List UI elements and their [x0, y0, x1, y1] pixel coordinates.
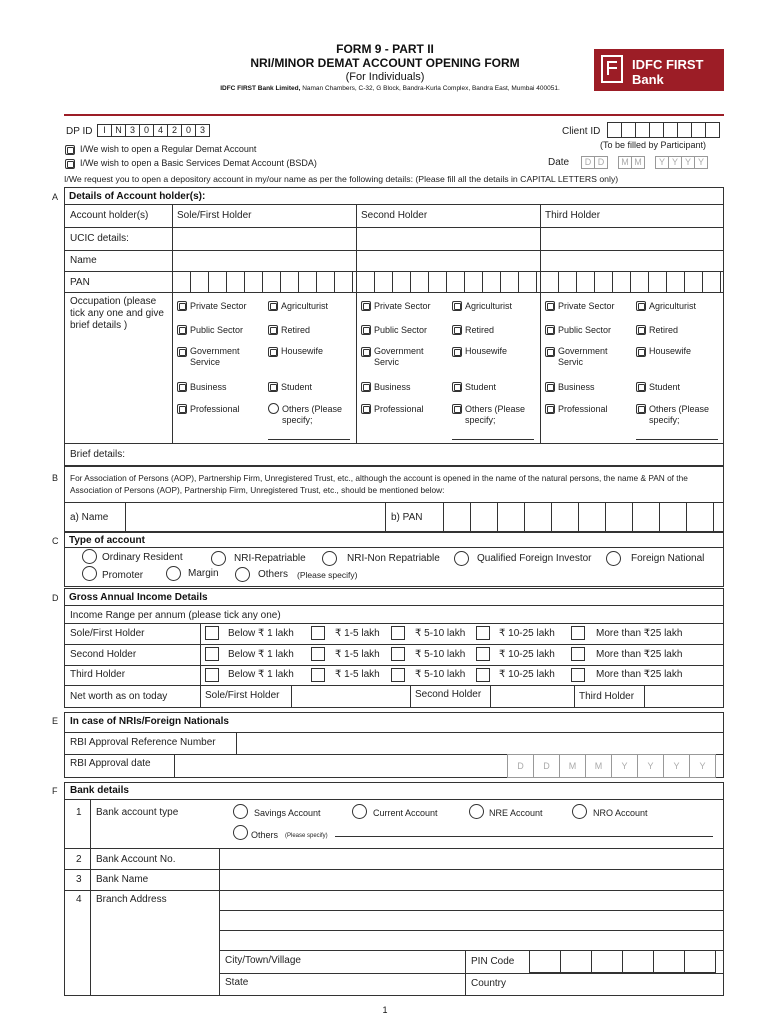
- logo-mark-icon: [601, 55, 623, 83]
- occ2-others-checkbox[interactable]: [452, 404, 462, 414]
- income1-above25-box[interactable]: [571, 626, 585, 640]
- ordinary-resident-radio[interactable]: [82, 549, 97, 564]
- rbi-date-label: RBI Approval date: [70, 758, 151, 769]
- income1-1to5-box[interactable]: [311, 626, 325, 640]
- income2-10to25-box[interactable]: [476, 647, 490, 661]
- regular-account-checkbox[interactable]: [65, 145, 75, 155]
- section-d-title: Gross Annual Income Details: [69, 592, 208, 603]
- bank-row4-number: 4: [76, 894, 82, 905]
- occ3-business-label: Business: [558, 382, 595, 392]
- logo-text-line1: IDFC FIRST: [632, 57, 704, 72]
- rbi-ref-field[interactable]: [237, 733, 723, 753]
- occ1-student-checkbox[interactable]: [268, 382, 278, 392]
- occ3-others-checkbox[interactable]: [636, 404, 646, 414]
- aop-name-label: a) Name: [70, 512, 109, 523]
- others-account-label: Others: [258, 569, 289, 580]
- income2-5to10-box[interactable]: [391, 647, 405, 661]
- brief-details-label: Brief details:: [70, 449, 126, 460]
- occ1-private-label: Private Sector: [190, 301, 247, 311]
- bank-address: IDFC FIRST Bank Limited, Naman Chambers, C-32, G Block, Bandra-Kurla Complex, Bandra East, Mumbai 400051.: [220, 85, 560, 92]
- rbi-ref-label: RBI Approval Reference Number: [70, 737, 216, 748]
- pan-label: PAN: [70, 277, 90, 288]
- occ3-professional-label: Professional: [558, 404, 608, 414]
- occ3-private-label: Private Sector: [558, 301, 615, 311]
- form-subtitle: (For Individuals): [345, 71, 425, 83]
- income2-1to5-label: ₹ 1-5 lakh: [335, 649, 380, 660]
- occ2-professional-label: Professional: [374, 404, 424, 414]
- bank-row2-number: 2: [76, 854, 82, 865]
- occ3-private-checkbox[interactable]: [545, 301, 555, 311]
- others-account-note: (Please specify): [297, 570, 358, 580]
- occ3-business-checkbox[interactable]: [545, 382, 555, 392]
- nri-repatriable-radio[interactable]: [211, 551, 226, 566]
- occ1-housewife-checkbox[interactable]: [268, 347, 278, 357]
- occ3-others-label: Others (Please specify;: [649, 404, 710, 425]
- section-f-title: Bank details: [70, 785, 129, 796]
- savings-label: Savings Account: [254, 808, 321, 818]
- dp-id-label: DP ID: [66, 126, 93, 137]
- occ2-agri-checkbox[interactable]: [452, 301, 462, 311]
- rbi-date-boxes[interactable]: D D M M Y Y Y Y: [508, 754, 716, 778]
- header-divider: [64, 114, 724, 116]
- occ1-retired-checkbox[interactable]: [268, 325, 278, 335]
- page-number: 1: [382, 1005, 388, 1015]
- current-radio[interactable]: [352, 804, 367, 819]
- occ2-agri-label: Agriculturist: [465, 301, 513, 311]
- occ1-business-label: Business: [190, 382, 227, 392]
- occ2-student-label: Student: [465, 382, 497, 392]
- nri-nonrepatriable-radio[interactable]: [322, 551, 337, 566]
- aop-pan-cells[interactable]: [444, 502, 714, 532]
- branch-address-field[interactable]: [220, 891, 723, 949]
- occ1-govt-checkbox[interactable]: [177, 347, 187, 357]
- nre-radio[interactable]: [469, 804, 484, 819]
- occ3-retired-label: Retired: [649, 325, 679, 335]
- occ1-others-line[interactable]: [268, 439, 350, 440]
- name-label: Name: [70, 255, 97, 266]
- occ3-retired-checkbox[interactable]: [636, 325, 646, 335]
- section-b-text: For Association of Persons (AOP), Partnership Firm, Unregistered Trust, etc., although the account is opened in the name of the natural persons, the name & PAN of the Association of Persons (AOP), Partnership Firm, Unregistered Trust, etc., should be mentioned below:: [70, 473, 688, 495]
- pan-first-cells[interactable]: [173, 271, 353, 293]
- section-d-letter: D: [52, 593, 59, 603]
- promoter-label: Promoter: [102, 570, 144, 581]
- pin-cells[interactable]: [530, 950, 716, 973]
- date-boxes[interactable]: D D M M Y Y Y Y: [582, 156, 708, 169]
- income2-below1-box[interactable]: [205, 647, 219, 661]
- occ1-agri-label: Agriculturist: [281, 301, 329, 311]
- pan-third-cells[interactable]: [541, 271, 721, 293]
- bank-account-type-label: Bank account type: [96, 807, 179, 818]
- occ1-business-checkbox[interactable]: [177, 382, 187, 392]
- section-a-title: Details of Account holder(s):: [69, 191, 206, 202]
- occ1-private-checkbox[interactable]: [177, 301, 187, 311]
- income3-10to25-label: ₹ 10-25 lakh: [499, 669, 555, 680]
- account-holders-header: Account holder(s): [70, 210, 149, 221]
- city-label: City/Town/Village: [225, 955, 301, 966]
- income2-above25-box[interactable]: [571, 647, 585, 661]
- occupation-label: Occupation (please tick any one and give brief details ): [70, 296, 164, 331]
- pan-second-cells[interactable]: [357, 271, 537, 293]
- ordinary-resident-label: Ordinary Resident: [102, 552, 183, 563]
- request-text: I/We request you to open a depository account in my/our name as per the following details: (Please fill all the details in CAPITAL LETTERS only): [64, 174, 619, 184]
- occ2-housewife-checkbox[interactable]: [452, 347, 462, 357]
- income-range-label: Income Range per annum (please tick any one): [70, 610, 281, 621]
- income3-below1-box[interactable]: [205, 668, 219, 682]
- section-f-letter: F: [52, 786, 58, 796]
- occ2-student-checkbox[interactable]: [452, 382, 462, 392]
- aop-name-field[interactable]: [125, 502, 385, 532]
- income-third-holder-label: Third Holder: [70, 669, 126, 680]
- occ1-professional-checkbox[interactable]: [177, 404, 187, 414]
- occ3-student-label: Student: [649, 382, 681, 392]
- occ2-professional-checkbox[interactable]: [361, 404, 371, 414]
- others-bank-label: Others: [251, 830, 279, 840]
- income1-below1-label: Below ₹ 1 lakh: [228, 628, 294, 639]
- section-e-title: In case of NRIs/Foreign Nationals: [70, 716, 229, 727]
- income1-5to10-label: ₹ 5-10 lakh: [415, 628, 466, 639]
- nro-radio[interactable]: [572, 804, 587, 819]
- bsda-account-label: I/We wish to open a Basic Services Demat Account (BSDA): [80, 158, 317, 168]
- income1-below1-box[interactable]: [205, 626, 219, 640]
- client-id-boxes[interactable]: [608, 122, 720, 138]
- income2-above25-label: More than ₹25 lakh: [596, 649, 683, 660]
- bank-name-label: Bank Name: [96, 874, 149, 885]
- income1-5to10-box[interactable]: [391, 626, 405, 640]
- client-id-note: (To be filled by Participant): [600, 140, 707, 150]
- bank-logo: [594, 49, 724, 91]
- nro-label: NRO Account: [593, 808, 648, 818]
- income3-5to10-box[interactable]: [391, 668, 405, 682]
- occ1-others-label: Others (Please specify;: [282, 404, 343, 425]
- nri-repatriable-label: NRI-Repatriable: [234, 553, 306, 564]
- margin-radio[interactable]: [166, 566, 181, 581]
- occ3-govt-label: Government Servic: [558, 346, 608, 367]
- networth-label: Net worth as on today: [70, 691, 168, 702]
- occ2-retired-label: Retired: [465, 325, 495, 335]
- occ3-govt-checkbox[interactable]: [545, 347, 555, 357]
- section-c-letter: C: [52, 536, 59, 546]
- networth-first-label: Sole/First Holder: [205, 690, 280, 701]
- dp-id-boxes: I N 3 0 4 2 0 3: [98, 124, 210, 137]
- occ2-private-checkbox[interactable]: [361, 301, 371, 311]
- income2-1to5-box[interactable]: [311, 647, 325, 661]
- occ2-govt-checkbox[interactable]: [361, 347, 371, 357]
- income3-5to10-label: ₹ 5-10 lakh: [415, 669, 466, 680]
- bank-name-field[interactable]: [220, 870, 723, 890]
- occ2-others-label: Others (Please specify;: [465, 404, 526, 425]
- income3-above25-label: More than ₹25 lakh: [596, 669, 683, 680]
- occ1-housewife-label: Housewife: [281, 346, 324, 356]
- occ1-student-label: Student: [281, 382, 313, 392]
- income3-above25-box[interactable]: [571, 668, 585, 682]
- date-label: Date: [548, 157, 570, 168]
- networth-third-label: Third Holder: [579, 691, 635, 702]
- second-holder-header: Second Holder: [361, 210, 428, 221]
- logo-text-line2: Bank: [632, 72, 664, 87]
- occ2-public-checkbox[interactable]: [361, 325, 371, 335]
- income2-5to10-label: ₹ 5-10 lakh: [415, 649, 466, 660]
- bank-row1-number: 1: [76, 807, 82, 818]
- margin-label: Margin: [188, 568, 219, 579]
- bank-row3-number: 3: [76, 874, 82, 885]
- occ3-agri-checkbox[interactable]: [636, 301, 646, 311]
- occ1-public-checkbox[interactable]: [177, 325, 187, 335]
- occ3-public-checkbox[interactable]: [545, 325, 555, 335]
- occ2-retired-checkbox[interactable]: [452, 325, 462, 335]
- third-holder-header: Third Holder: [545, 210, 601, 221]
- networth-second-label: Second Holder: [415, 689, 482, 700]
- bank-account-no-label: Bank Account No.: [96, 854, 176, 865]
- occ1-others-radio[interactable]: [268, 403, 279, 414]
- income2-below1-label: Below ₹ 1 lakh: [228, 649, 294, 660]
- foreign-national-label: Foreign National: [631, 553, 705, 564]
- occ1-govt-label: Government Service: [190, 346, 240, 367]
- income1-10to25-box[interactable]: [476, 626, 490, 640]
- others-account-radio[interactable]: [235, 567, 250, 582]
- occ1-professional-label: Professional: [190, 404, 240, 414]
- income-second-holder-label: Second Holder: [70, 649, 137, 660]
- promoter-radio[interactable]: [82, 566, 97, 581]
- income3-1to5-box[interactable]: [311, 668, 325, 682]
- occ1-agri-checkbox[interactable]: [268, 301, 278, 311]
- occ3-public-label: Public Sector: [558, 325, 612, 335]
- qfi-label: Qualified Foreign Investor: [477, 553, 592, 564]
- state-label: State: [225, 977, 249, 988]
- foreign-national-radio[interactable]: [606, 551, 621, 566]
- occ2-others-line[interactable]: [452, 439, 534, 440]
- income-first-holder-label: Sole/First Holder: [70, 628, 145, 639]
- qfi-radio[interactable]: [454, 551, 469, 566]
- client-id-label: Client ID: [562, 126, 601, 137]
- income1-above25-label: More than ₹25 lakh: [596, 628, 683, 639]
- occ1-retired-label: Retired: [281, 325, 311, 335]
- aop-pan-label: b) PAN: [391, 512, 423, 523]
- occ2-business-checkbox[interactable]: [361, 382, 371, 392]
- income1-10to25-label: ₹ 10-25 lakh: [499, 628, 555, 639]
- income3-below1-label: Below ₹ 1 lakh: [228, 669, 294, 680]
- occ3-others-line[interactable]: [636, 439, 718, 440]
- section-e-letter: E: [52, 716, 59, 726]
- occ2-public-label: Public Sector: [374, 325, 428, 335]
- occ2-housewife-label: Housewife: [465, 346, 508, 356]
- occ2-business-label: Business: [374, 382, 411, 392]
- occ3-professional-checkbox[interactable]: [545, 404, 555, 414]
- savings-radio[interactable]: [233, 804, 248, 819]
- occ3-housewife-checkbox[interactable]: [636, 347, 646, 357]
- income2-10to25-label: ₹ 10-25 lakh: [499, 649, 555, 660]
- income3-1to5-label: ₹ 1-5 lakh: [335, 669, 380, 680]
- occ1-public-label: Public Sector: [190, 325, 244, 335]
- form-number: FORM 9 - PART II: [336, 42, 434, 56]
- nre-label: NRE Account: [489, 808, 543, 818]
- others-bank-note: (Please specify): [285, 833, 328, 839]
- occ3-housewife-label: Housewife: [649, 346, 692, 356]
- first-holder-header: Sole/First Holder: [177, 210, 252, 221]
- pin-label: PIN Code: [471, 956, 515, 967]
- occ3-student-checkbox[interactable]: [636, 382, 646, 392]
- nri-nonrepatriable-label: NRI-Non Repatriable: [347, 553, 440, 564]
- country-label: Country: [471, 978, 507, 989]
- others-bank-line[interactable]: [335, 836, 713, 837]
- section-b-letter: B: [52, 473, 59, 483]
- ucic-label: UCIC details:: [70, 233, 129, 244]
- others-bank-radio[interactable]: [233, 825, 248, 840]
- income1-1to5-label: ₹ 1-5 lakh: [335, 628, 380, 639]
- current-label: Current Account: [373, 808, 438, 818]
- income3-10to25-box[interactable]: [476, 668, 490, 682]
- bsda-account-checkbox[interactable]: [65, 159, 75, 169]
- occ2-private-label: Private Sector: [374, 301, 431, 311]
- occ3-agri-label: Agriculturist: [649, 301, 697, 311]
- section-c-title: Type of account: [69, 535, 145, 546]
- regular-account-label: I/We wish to open a Regular Demat Account: [80, 144, 257, 154]
- form-title: NRI/MINOR DEMAT ACCOUNT OPENING FORM: [250, 56, 520, 70]
- branch-address-label: Branch Address: [96, 894, 167, 905]
- occ2-govt-label: Government Servic: [374, 346, 424, 367]
- section-a-letter: A: [52, 192, 59, 202]
